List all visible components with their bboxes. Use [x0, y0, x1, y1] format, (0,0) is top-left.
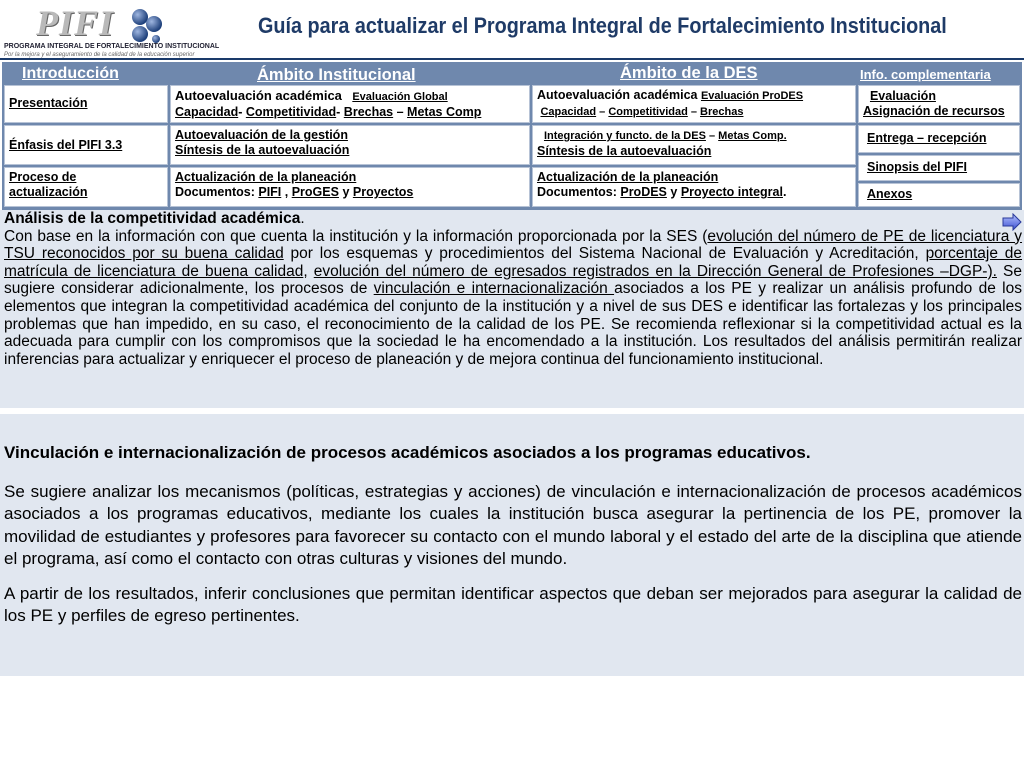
link-proceso-actualizacion[interactable] — [9, 170, 88, 199]
link-proceso-line2: actualización — [9, 185, 88, 199]
link-integracion-des[interactable]: Integración y functo. de la DES — [543, 130, 706, 142]
nav-cell-inst-planeacion: Actualización de la planeación Documentos: PIFI , ProGES y Proyectos — [170, 167, 530, 207]
nav-cell-inst-autoevaluacion: Autoevaluación académica Evaluación Global Capacidad- Competitividad- Brechas – Metas Comp — [170, 85, 530, 123]
text-run-5: asociados a los PE y realizar un análisis profundo de los elementos que integran la competitividad académica del conjunto de la institución y a nivel de sus DES e identificar las fortalezas y los principales problemas que han impedido, en su caso, el reconocimiento de la calidad de los PE. Se recomienda reflexionar si la competitividad actual es la adecuada para cumplir con los compromisos que la sociedad le ha encomendado a la institución. Los resultados del análisis permitirán realizar inferencias para actualizar y enriquecer el proceso de planeación y de mejora continua del funcionamiento institucional. — [4, 280, 1022, 368]
nav-cell-des-integracion: Integración y functo. de la DES – Metas Comp. Síntesis de la autoevaluación — [532, 125, 856, 165]
link-des-brechas[interactable]: Brechas — [700, 106, 744, 118]
link-prodes[interactable]: ProDES — [620, 185, 667, 199]
header-divider — [0, 58, 1024, 60]
competitividad-text: Análisis de la competitividad académica. Con base en la información con que cuenta la institución y la información proporcionada por la SES (evolución del número de PE de licenciatura y TSU reconocidos por su buena calidad por los esquemas y procedimientos del Sistema Nacional de Evaluación y Acreditación, porcentaje de matrícula de licenciatura de buena calidad, evolución del número de egresados registrados en la Dirección General de Profesiones –DGP-). Se sugiere considerar adicionalmente, los procesos de vinculación e internacionalización asociados a los PE y realizar un análisis profundo de los elementos que integran la competitividad académica del conjunto de la institución y a nivel de sus DES e identificar las fortalezas y los principales problemas que han impedido, en su caso, el reconocimiento de la calidad de los PE. Se recomienda reflexionar si la competitividad actual es la adecuada para cumplir con los compromisos que la sociedad le ha encomendado a la institución. Los resultados del análisis permitirán realizar inferencias para actualizar y enriquecer el proceso de planeación y de mejora continua del funcionamiento institucional. — [4, 210, 1023, 368]
pifi-logo — [4, 2, 220, 58]
next-arrow-icon[interactable] — [1002, 213, 1022, 231]
link-evolucion-pe[interactable]: evolución del número de PE de licenciatura y TSU reconocidos por su buena calidad — [4, 227, 1023, 263]
link-proyecto-integral[interactable]: Proyecto integral — [680, 185, 783, 199]
link-capacidad[interactable]: Capacidad — [175, 105, 239, 119]
text-run-4: Se sugiere considerar adicionalmente, los procesos de — [4, 262, 1022, 298]
nav-cell-anexos — [858, 183, 1020, 207]
link-sintesis-institucional[interactable]: Síntesis de la autoevaluación — [175, 143, 350, 157]
link-asignacion-recursos[interactable]: Asignación de recursos — [863, 104, 1005, 118]
link-evaluacion-global[interactable]: Evaluación Global — [352, 91, 448, 103]
nav-cell-evaluacion — [858, 85, 1020, 123]
label-des-autoevaluacion: Autoevaluación académica — [537, 88, 698, 102]
nav-cell-presentacion — [4, 85, 168, 123]
tab-introduccion[interactable]: Introducción — [22, 65, 119, 82]
page-title: Guía para actualizar el Programa Integral de Fortalecimiento Institucional — [258, 13, 947, 38]
link-proyectos[interactable]: Proyectos — [352, 185, 414, 199]
label-des-y: y — [670, 185, 678, 199]
link-metas-comp[interactable]: Metas Comp — [407, 105, 482, 119]
text-run-3: , — [303, 262, 314, 280]
link-brechas[interactable]: Brechas — [343, 105, 394, 119]
link-des-capacidad[interactable]: Capacidad — [540, 106, 597, 118]
link-sintesis-des[interactable]: Síntesis de la autoevaluación — [537, 144, 712, 158]
nav-cell-des-planeacion: Actualización de la planeación Documentos: ProDES y Proyecto integral. — [532, 167, 856, 207]
tab-info-complementaria[interactable]: Info. complementaria — [860, 67, 991, 82]
link-actualizacion-planeacion[interactable]: Actualización de la planeación — [175, 170, 357, 184]
header — [0, 0, 1024, 60]
link-des-actualizacion-planeacion[interactable]: Actualización de la planeación — [537, 170, 719, 184]
vinculacion-text — [4, 442, 1022, 640]
link-evolucion-egresados[interactable]: evolución del número de egresados registrados en la Dirección General de Profesiones –DGP-). — [313, 262, 997, 280]
logo-spheres-icon — [126, 6, 166, 44]
link-evaluacion[interactable]: Evaluación — [869, 89, 936, 103]
logo-subcaption: Por la mejora y el aseguramiento de la calidad de la educación superior — [4, 52, 195, 58]
vinculacion-heading: Vinculación e internacionalización de procesos académicos asociados a los programas educativos. — [4, 443, 811, 462]
tab-ambito-des[interactable]: Ámbito de la DES — [620, 64, 758, 82]
text-run-1: Con base en la información con que cuenta la institución y la información proporcionada por la SES ( — [4, 227, 708, 245]
link-porcentaje-matricula[interactable]: porcentaje de matrícula de licenciatura de buena calidad — [4, 245, 1023, 280]
section-competitividad — [0, 210, 1024, 408]
nav-cell-enfasis — [4, 125, 168, 165]
label-autoevaluacion-academica: Autoevaluación académica — [175, 88, 342, 103]
link-des-competitividad[interactable]: Competitividad — [608, 106, 688, 118]
link-sinopsis-pifi[interactable]: Sinopsis del PIFI — [867, 160, 968, 174]
nav-cell-inst-gestion — [170, 125, 530, 165]
vinculacion-paragraph-1: Se sugiere analizar los mecanismos (políticas, estrategias y acciones) de vinculación e internacionalización de procesos académicos asociados a los programas educativos, mediante los cuales la institución busca asegurar la pertinencia de los PE, promover la movilidad de estudiantes y profesores para favorecer su contacto con el mundo laboral y el estado del arte de la disciplina que atiende el programa, así como el contacto con otras culturas y visiones del mundo. — [4, 481, 1022, 568]
competitividad-heading: Análisis de la competitividad académica — [4, 210, 301, 227]
nav-cell-des-autoevaluacion: Autoevaluación académica Evaluación ProDES Capacidad – Competitividad – Brechas — [532, 85, 856, 123]
logo-caption: PROGRAMA INTEGRAL DE FORTALECIMIENTO INSTITUCIONAL — [4, 43, 220, 50]
label-documentos: Documentos: — [175, 185, 255, 199]
link-proges[interactable]: ProGES — [291, 185, 339, 199]
link-entrega-recepcion[interactable]: Entrega – recepción — [867, 131, 987, 145]
tab-ambito-institucional[interactable]: Ámbito Institucional — [257, 66, 416, 84]
link-presentacion[interactable]: Presentación — [9, 96, 88, 110]
link-autoevaluacion-gestion[interactable]: Autoevaluación de la gestión — [175, 128, 348, 142]
link-enfasis[interactable]: Énfasis del PIFI 3.3 — [9, 138, 123, 152]
section-vinculacion — [0, 414, 1024, 676]
link-anexos[interactable]: Anexos — [867, 187, 913, 201]
label-y: y — [342, 185, 350, 199]
nav-cell-sinopsis — [858, 155, 1020, 181]
nav-cell-entrega — [858, 125, 1020, 153]
link-evaluacion-prodes[interactable]: Evaluación ProDES — [700, 90, 804, 102]
label-des-documentos: Documentos: — [537, 185, 617, 199]
link-pifi[interactable]: PIFI — [258, 185, 282, 199]
logo-text: PIFI — [36, 3, 115, 43]
vinculacion-paragraph-2: A partir de los resultados, inferir conclusiones que permitan identificar aspectos que deban ser mejorados para asegurar la calidad de los PE y perfiles de egreso pertinentes. — [4, 583, 1022, 625]
link-des-metas-comp[interactable]: Metas Comp. — [718, 130, 787, 142]
navigation-panel — [2, 62, 1022, 210]
text-run-2: por los esquemas y procedimientos del Sistema Nacional de Evaluación y Acreditación, — [283, 245, 926, 263]
link-vinculacion[interactable]: vinculación e internacionalización — [373, 280, 615, 298]
nav-cell-proceso — [4, 167, 168, 207]
link-competitividad[interactable]: Competitividad — [245, 105, 337, 119]
link-proceso-line1: Proceso de — [9, 170, 77, 184]
